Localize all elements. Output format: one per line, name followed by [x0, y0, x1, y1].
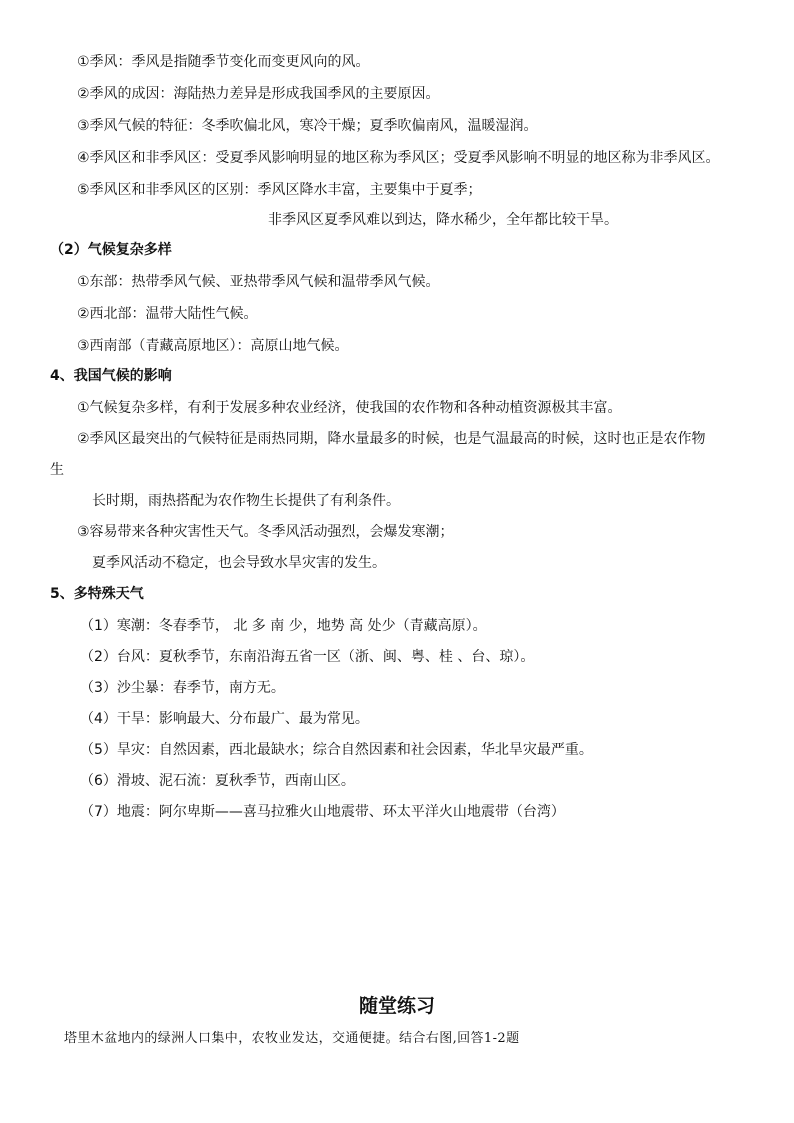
monsoon-item-5-continued: 非季风区夏季风难以到达，降水稀少，全年都比较干旱。: [268, 212, 618, 228]
monsoon-item-1: ①季风：季风是指随季节变化而变更风向的风。: [77, 54, 370, 70]
practice-title: 随堂练习: [358, 995, 435, 1017]
impact-line-2-wrap: 生: [50, 462, 64, 478]
complex-climate-heading: （2）气候复杂多样: [50, 242, 172, 258]
weather-item-1: （1）寒潮：冬春季节， 北 多 南 少，地势 高 处少（青藏高原）。: [80, 618, 487, 634]
impact-line-1: ①气候复杂多样，有利于发展多种农业经济，使我国的农作物和各种动植资源极其丰富。: [77, 400, 622, 416]
weather-item-4: （4）干旱：影响最大、分布最广、最为常见。: [80, 711, 369, 727]
complex-item-3: ③西南部（青藏高原地区）：高原山地气候。: [77, 338, 349, 354]
complex-item-1: ①东部：热带季风气候、亚热带季风气候和温带季风气候。: [77, 274, 440, 290]
weather-item-5: （5）旱灾：自然因素，西北最缺水；综合自然因素和社会因素，华北旱灾最严重。: [80, 742, 593, 758]
impact-heading: 4、我国气候的影响: [50, 368, 172, 384]
weather-item-2: （2）台风：夏秋季节，东南沿海五省一区（浙、闽、粤、桂 、台、琼）。: [80, 649, 535, 665]
weather-item-7: （7）地震：阿尔卑斯——喜马拉雅火山地震带、环太平洋火山地震带（台湾）: [80, 804, 565, 820]
weather-item-3: （3）沙尘暴：春季节，南方无。: [80, 680, 285, 696]
impact-line-2-continued: 长时期，雨热搭配为农作物生长提供了有利条件。: [92, 493, 400, 509]
practice-intro: 塔里木盆地内的绿洲人口集中，农牧业发达，交通便捷。结合右图,回答1-2题: [64, 1031, 520, 1046]
monsoon-item-2: ②季风的成因：海陆热力差异是形成我国季风的主要原因。: [77, 86, 440, 102]
impact-line-2: ②季风区最突出的气候特征是雨热同期，降水量最多的时候，也是气温最高的时候，这时也正是农作物: [77, 431, 706, 447]
impact-line-3: ③容易带来各种灾害性天气。冬季风活动强烈，会爆发寒潮；: [77, 524, 454, 540]
complex-item-2: ②西北部：温带大陆性气候。: [77, 306, 258, 322]
impact-line-3-continued: 夏季风活动不稳定，也会导致水旱灾害的发生。: [92, 555, 386, 571]
monsoon-item-4: ④季风区和非季风区：受夏季风影响明显的地区称为季风区；受夏季风影响不明显的地区称为非季风区。: [77, 150, 720, 166]
weather-item-6: （6）滑坡、泥石流：夏秋季节，西南山区。: [80, 773, 355, 789]
monsoon-item-3: ③季风气候的特征：冬季吹偏北风，寒冷干燥；夏季吹偏南风，温暖湿润。: [77, 118, 538, 134]
monsoon-item-5: ⑤季风区和非季风区的区别：季风区降水丰富，主要集中于夏季；: [77, 182, 482, 198]
weather-heading: 5、多特殊天气: [50, 586, 144, 602]
